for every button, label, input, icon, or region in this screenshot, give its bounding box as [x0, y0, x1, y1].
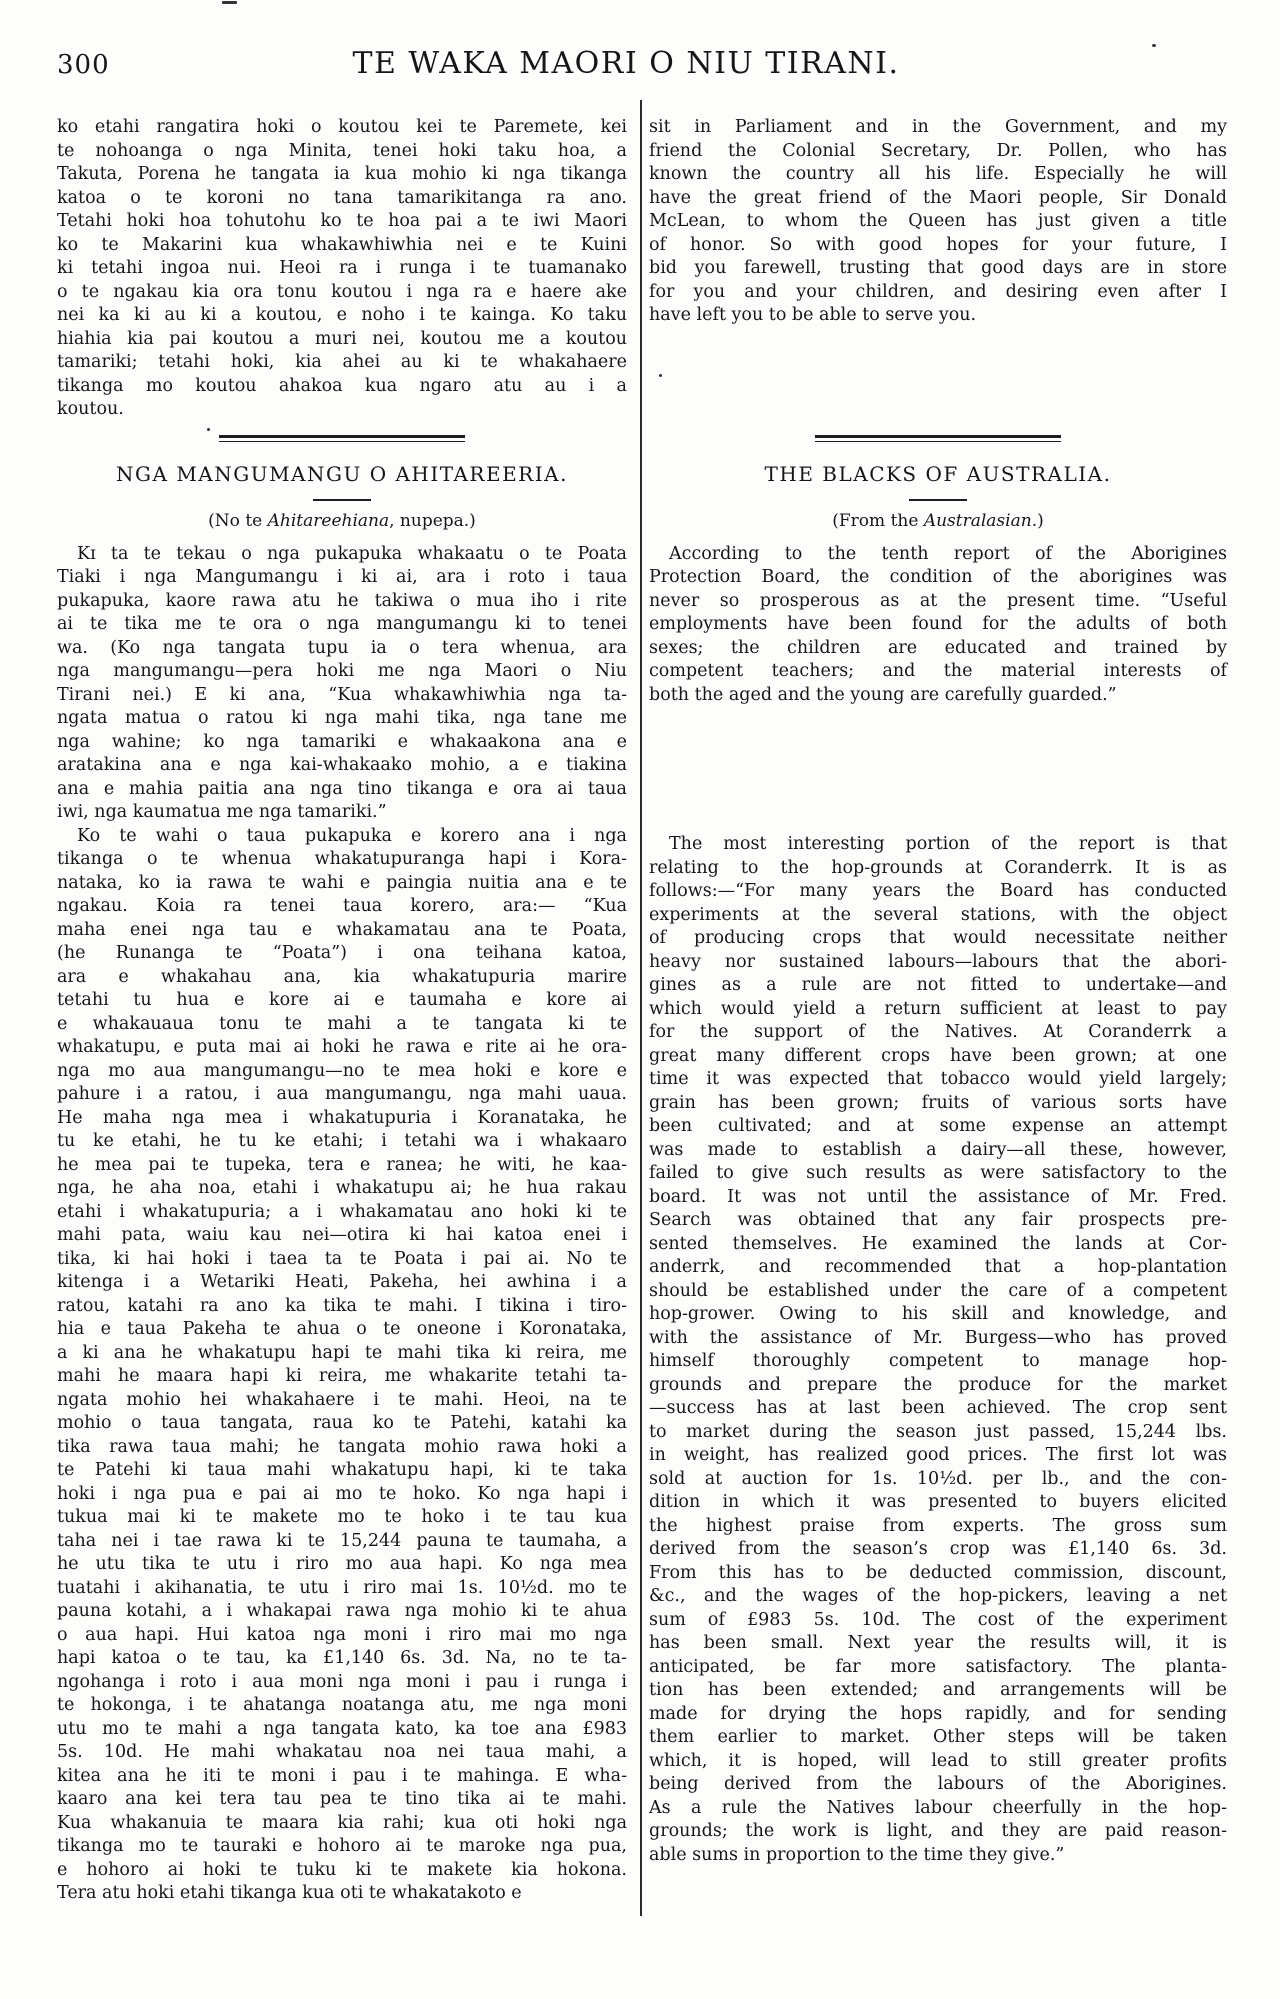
text-line: hoki i nga pua e pai ai mo te hoko. Ko nga hapi i: [57, 1483, 627, 1504]
text-line: utu mo te mahi a nga tangata kato, ka toe ana £983: [57, 1718, 627, 1739]
attribution-suffix: .): [1031, 510, 1044, 531]
right-column: [649, 116, 1227, 1867]
text-line: 5s. 10d. He mahi whakatau noa nei taua mahi, a: [57, 1742, 627, 1762]
left-continuation-paragraph: [57, 116, 627, 422]
text-line: anderrk, and recommended that a hop-plantation: [649, 1257, 1227, 1277]
text-line: nataka, ko ia rawa te wahi e paingia nuitia ana e te: [57, 872, 627, 893]
text-line: tuatahi i akihanatia, te utu i riro mai 1s. 10½d. mo te: [57, 1577, 627, 1598]
text-line: te Patehi ki taua mahi whakatupu hapi, ki te taka: [57, 1460, 627, 1480]
text-line: tu ke etahi, he tu ke etahi; i tetahi wa i whakaaro: [57, 1131, 627, 1151]
text-line: gines as a rule are not fitted to undertake—and: [649, 975, 1227, 995]
text-line: Ko te wahi o taua pukapuka e korero ana i nga: [77, 825, 627, 846]
article-paragraph: [649, 543, 1227, 708]
article-paragraph: [649, 833, 1227, 1867]
text-line: sexes; the children are educated and trained by: [649, 637, 1227, 658]
text-line: tamariki; tetahi hoki, kia ahei au ki te whakahaere: [57, 352, 627, 372]
text-line: Tiaki i nga Mangumangu i ki ai, ara i roto i taua: [57, 567, 627, 587]
right-continuation-paragraph: [649, 116, 1227, 328]
text-line: The most interesting portion of the report is that: [669, 834, 1227, 854]
text-line: ratou, katahi ra ano ka tika te mahi. I tikina i tiro-: [57, 1295, 627, 1316]
text-line: hop-grower. Owing to his skill and knowledge, and: [649, 1304, 1227, 1324]
text-line: ngata mohio hei whakahaere i te mahi. Heoi, na te: [57, 1389, 627, 1410]
text-line: sold at auction for 1s. 10½d. per lb., and the con-: [649, 1468, 1227, 1489]
attribution-source: Ahitareehiana: [267, 510, 390, 531]
text-line: bid you farewell, trusting that good days are in store: [649, 258, 1227, 278]
text-line: has been small. Next year the results will, it is: [649, 1633, 1227, 1653]
scan-artifact: [222, 1, 237, 4]
text-line: known the country all his life. Especially he will: [649, 164, 1227, 184]
text-line: —success has at last been achieved. The crop sent: [649, 1398, 1227, 1418]
left-column: [57, 116, 627, 1906]
text-line: Search was obtained that any fair prospects pre-: [649, 1210, 1227, 1230]
text-line: experiments at the several stations, with the object: [649, 904, 1227, 925]
text-line: grain has been grown; fruits of various sorts have: [649, 1092, 1227, 1113]
spacer: [57, 422, 627, 435]
column-divider-rule: [640, 100, 642, 1916]
text-line: Protection Board, the condition of the aborigines was: [649, 567, 1227, 587]
text-line: Takuta, Porena he tangata ia kua mohio ki nga tikanga: [57, 164, 627, 184]
text-line: friend the Colonial Secretary, Dr. Pollen, who has: [649, 140, 1227, 161]
article-paragraph: [57, 543, 627, 825]
heading-rule: [909, 499, 967, 501]
text-line: From this has to be deducted commission, discount,: [649, 1562, 1227, 1583]
text-line: ana e mahia paitia ana nga tino tikanga e ora ai taua: [57, 778, 627, 799]
text-line: for the support of the Natives. At Coranderrk a: [649, 1022, 1227, 1042]
text-line: ai te tika me te ora o nga mangumangu ki to tenei: [57, 614, 627, 634]
text-line: the highest praise from experts. The gross sum: [649, 1515, 1227, 1536]
text-line: grounds; the work is light, and they are paid reason-: [649, 1821, 1227, 1841]
text-line: tion has been extended; and arrangements will be: [649, 1680, 1227, 1700]
text-line: sit in Parliament and in the Government, and my: [649, 117, 1227, 137]
text-line: nei ka ki au ki a koutou, e noho i te kainga. Ko taku: [57, 305, 627, 325]
text-line: tikanga mo koutou ahakoa kua ngaro atu au i a: [57, 375, 627, 396]
text-line: etahi i whakatupuria; a i whakamatau ano hoki ki te: [57, 1201, 627, 1222]
text-line: dition in which it was presented to buyers elicited: [649, 1492, 1227, 1512]
attribution-prefix: (No te: [208, 510, 268, 531]
text-line: As a rule the Natives labour cheerfully in the hop-: [649, 1797, 1227, 1818]
text-line: nga, he aha noa, etahi i whakatupu ai; he hua rakau: [57, 1178, 627, 1198]
text-line: both the aged and the young are carefully guarded.”: [649, 684, 1117, 705]
text-line: McLean, to whom the Queen has just given a title: [649, 211, 1227, 231]
text-line: made for drying the hops rapidly, and for sending: [649, 1703, 1227, 1724]
text-line: whakatupu, e puta mai ai hoki he rawa e rite ai he ora-: [57, 1037, 627, 1057]
text-line: employments have been found for the adults of both: [649, 614, 1227, 634]
text-line: pahure i a ratou, i aua mangumangu, nga mahi uaua.: [57, 1084, 627, 1104]
text-line: o aua hapi. Hui katoa nga moni i riro mai mo nga: [57, 1624, 627, 1645]
text-line: to market during the season just passed, 15,244 lbs.: [649, 1421, 1227, 1442]
text-line: a ki ana he whakatupu hapi te mahi tika ki reira, me: [57, 1342, 627, 1363]
text-line: iwi, nga kaumatua me nga tamariki.”: [57, 802, 387, 822]
text-line: them earlier to market. Other steps will be taken: [649, 1727, 1227, 1747]
text-line: te hokonga, i te ahatanga noatanga atu, me nga moni: [57, 1695, 627, 1715]
text-line: board. It was not until the assistance of Mr. Fred.: [649, 1186, 1227, 1207]
text-line: which would yield a return sufficient at least to pay: [649, 998, 1227, 1019]
text-line: hia e taua Pakeha te ahua o te oneone i Koronataka,: [57, 1319, 627, 1339]
text-line: katoa o te koroni no tana tamarikitanga ra ano.: [57, 187, 627, 208]
text-line: tika rawa taua mahi; he tangata mohio rawa hoki a: [57, 1436, 627, 1457]
text-line: tikanga mo te tauraki e hohoro ai te maroke nga pua,: [57, 1836, 627, 1856]
text-line: &c., and the wages of the hop-pickers, leaving a net: [649, 1586, 1227, 1606]
text-line: Tera atu hoki etahi tikanga kua oti te whakatakoto e: [57, 1883, 522, 1903]
text-line: follows:—“For many years the Board has conducted: [649, 881, 1227, 901]
text-line: mahi he maara hapi ki reira, me whakarite tetahi ta-: [57, 1366, 627, 1386]
text-line: great many different crops have been grown; at one: [649, 1045, 1227, 1066]
text-line: was made to establish a dairy—all these, however,: [649, 1139, 1227, 1160]
section-separator-rule: [219, 435, 465, 442]
text-line: relating to the hop-grounds at Coranderrk. It is as: [649, 857, 1227, 878]
text-line: nga mo aua mangumangu—no te mea hoki e kore e: [57, 1060, 627, 1081]
text-line: have the great friend of the Maori people, Sir Donald: [649, 187, 1227, 208]
text-line: derived from the season’s crop was £1,140 6s. 3d.: [649, 1539, 1227, 1559]
text-line: (he Runanga te “Poata”) i ona teihana katoa,: [57, 943, 627, 963]
article-attribution: [57, 510, 627, 532]
text-line: e hohoro ai hoki te tuku ki te makete kia hokona.: [57, 1859, 627, 1880]
text-line: ngata matua o ratou ki nga mahi tika, nga tane me: [57, 708, 627, 728]
text-line: have left you to be able to serve you.: [649, 305, 977, 325]
section-separator-rule: [815, 435, 1061, 442]
text-line: he mea pai te tupeka, tera e ranea; he witi, he kaa-: [57, 1154, 627, 1175]
text-line: mahi pata, waiu kau nei—otira ki hai katoa enei i: [57, 1225, 627, 1245]
text-line: Tirani nei.) E ki ana, “Kua whakawhiwhia nga ta-: [57, 684, 627, 705]
text-line: nga mangumangu—pera hoki me nga Maori o Niu: [57, 661, 627, 681]
text-line: heavy nor sustained labours—labours that the abori-: [649, 951, 1227, 972]
text-line: sented themselves. He examined the lands at Cor-: [649, 1233, 1227, 1254]
attribution-suffix: , nupepa.): [389, 510, 476, 531]
text-line: ngohanga i roto i aua moni nga moni i pau i runga i: [57, 1671, 627, 1692]
page-number: 300: [57, 50, 110, 80]
text-line: mohio o taua tangata, raua ko te Patehi, katahi ka: [57, 1413, 627, 1433]
text-line: e whakauaua tonu te mahi a te tangata ki te: [57, 1013, 627, 1034]
text-line: tika, ki hai hoki i taea ta te Poata i pai ai. No te: [57, 1248, 627, 1269]
text-line: of honor. So with good hopes for your future, I: [649, 234, 1227, 255]
text-line: koutou.: [57, 399, 124, 419]
text-line: should be established under the care of a competent: [649, 1280, 1227, 1301]
text-line: in weight, has realized good prices. The first lot was: [649, 1445, 1227, 1465]
text-line: ngakau. Koia ra tenei taua korero, ara:— “Kua: [57, 896, 627, 916]
text-line: kaaro ana kei tera tau pea te tino tika ai te mahi.: [57, 1789, 627, 1809]
text-line: Kua whakanuia te maara kia rahi; kua oti hoki nga: [57, 1812, 627, 1833]
article-heading-english: THE BLACKS OF AUSTRALIA.: [764, 461, 1112, 486]
text-line: time it was expected that tobacco would yield largely;: [649, 1069, 1227, 1089]
heading-rule: [313, 499, 371, 501]
text-line: which, it is hoped, will lead to still greater profits: [649, 1750, 1227, 1771]
text-line: never so prosperous as at the present time. “Useful: [649, 590, 1227, 611]
text-line: grounds and prepare the produce for the market: [649, 1374, 1227, 1395]
text-line: ko te Makarini kua whakawhiwhia nei e te Kuini: [57, 234, 627, 255]
text-line: pauna kotahi, a i whakapai rawa nga mohio ki te ahua: [57, 1601, 627, 1621]
text-line: tetahi tu hua e kore ai e taumaha e kore ai: [57, 990, 627, 1010]
text-line: competent teachers; and the material interests of: [649, 661, 1227, 681]
text-line: for you and your children, and desiring even after I: [649, 281, 1227, 302]
text-line: aratakina ana e nga kai-whakaako mohio, a e tiakina: [57, 755, 627, 775]
text-line: taha nei i tae rawa ki te 15,244 pauna te taumaha, a: [57, 1530, 627, 1551]
text-line: te nohoanga o nga Minita, tenei hoki taku hoa, a: [57, 140, 627, 161]
text-line: with the assistance of Mr. Burgess—who has proved: [649, 1327, 1227, 1348]
attribution-prefix: (From the: [832, 510, 924, 531]
text-line: he utu tika te utu i riro mo aua hapi. Ko nga mea: [57, 1554, 627, 1574]
scan-artifact: [1152, 44, 1156, 47]
text-line: hapi katoa o te tau, ka £1,140 6s. 3d. Na, no te ta-: [57, 1648, 627, 1668]
text-line: sum of £983 5s. 10d. The cost of the experiment: [649, 1609, 1227, 1630]
text-line: being derived from the labours of the Aborigines.: [649, 1774, 1227, 1794]
attribution-source: Australasian: [923, 510, 1032, 531]
text-line: failed to give such results as were satisfactory to the: [649, 1163, 1227, 1183]
article-heading-maori: NGA MANGUMANGU O AHITAREERIA.: [116, 461, 568, 486]
text-line: He maha nga mea i whakatupuria i Koranataka, he: [57, 1107, 627, 1128]
text-line: wa. (Ko nga tangata tupu ia o tera whenua, ara: [57, 637, 627, 658]
text-line: ko etahi rangatira hoki o koutou kei te Paremete, kei: [57, 117, 627, 137]
text-line: tikanga o te whenua whakatupuranga hapi i Kora-: [57, 849, 627, 869]
text-line: Kɪ ta te tekau o nga pukapuka whakaatu o te Poata: [77, 543, 627, 564]
text-line: pukapuka, kaore rawa atu he takiwa o mua iho i rite: [57, 590, 627, 611]
article-paragraph: [57, 825, 627, 1906]
text-line: hiahia kia pai koutou a muri nei, koutou me a koutou: [57, 328, 627, 349]
text-line: anticipated, be far more satisfactory. The planta-: [649, 1656, 1227, 1677]
text-line: ki tetahi ingoa nui. Heoi ra i runga i te tuamanako: [57, 258, 627, 278]
masthead-title: TE WAKA MAORI O NIU TIRANI.: [352, 46, 900, 81]
text-line: himself thoroughly competent to manage hop-: [649, 1351, 1227, 1371]
text-line: of producing crops that would necessitate neither: [649, 928, 1227, 948]
text-line: Tetahi hoki hoa tohutohu ko te hoa pai a te iwi Maori: [57, 211, 627, 231]
text-line: ara e whakahau ana, kia whakatupuria marire: [57, 966, 627, 987]
text-line: o te ngakau kia ora tonu koutou i nga ra e haere ake: [57, 281, 627, 302]
text-line: nga wahine; ko nga tamariki e whakaakona ana e: [57, 731, 627, 752]
text-line: tukua mai ki te makete mo te hoko i te tau kua: [57, 1507, 627, 1527]
text-line: According to the tenth report of the Aborigines: [669, 543, 1227, 564]
article-attribution: [649, 510, 1227, 532]
text-line: been cultivated; and at some expense an attempt: [649, 1116, 1227, 1136]
spacer: [649, 328, 1227, 435]
text-line: maha enei nga tau e whakamatau ana te Poata,: [57, 919, 627, 940]
text-line: kitea ana he iti te moni i pau i te mahinga. E wha-: [57, 1765, 627, 1786]
text-line: able sums in proportion to the time they give.”: [649, 1844, 1065, 1865]
text-line: kitenga i a Wetariki Heati, Pakeha, hei awhina i a: [57, 1272, 627, 1292]
